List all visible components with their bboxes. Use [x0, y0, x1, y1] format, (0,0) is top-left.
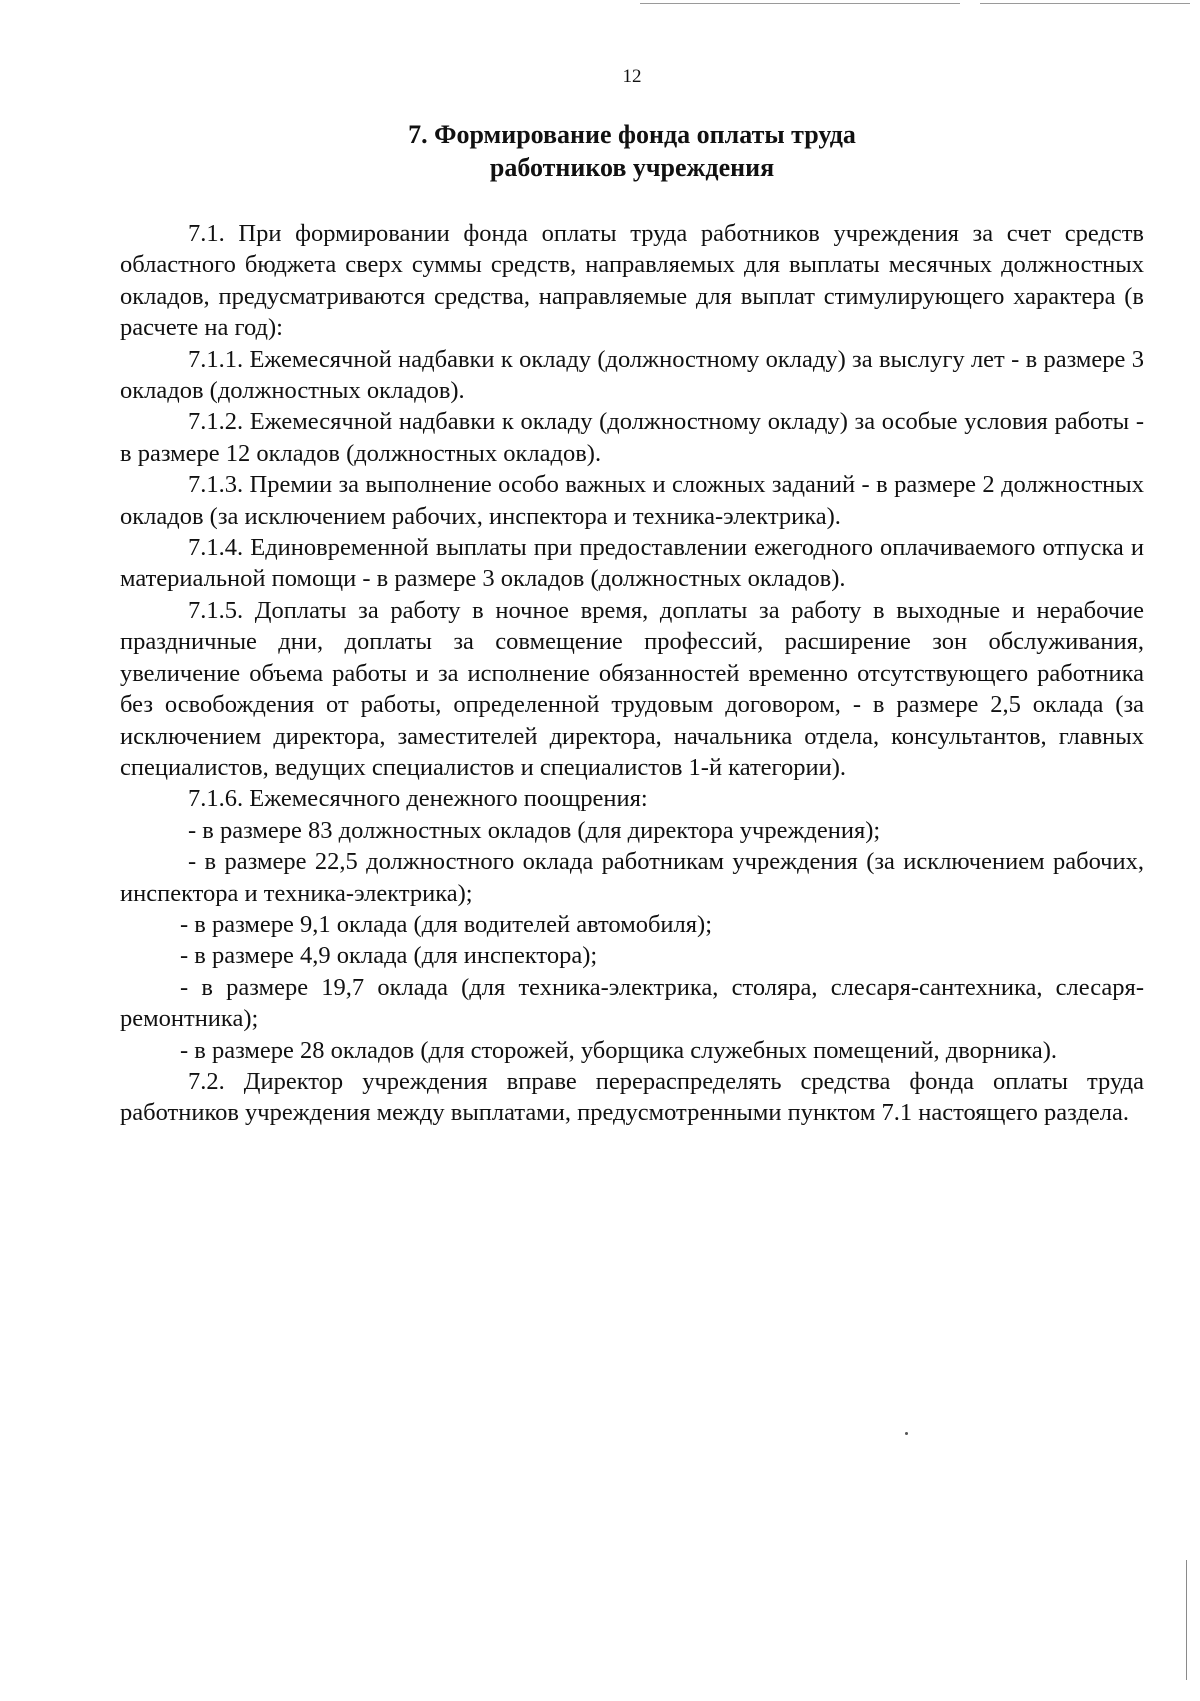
list-item-drivers: - в размере 9,1 оклада (для водителей автомобиля);: [180, 910, 713, 938]
list-item-technicians: - в размере 19,7 оклада (для техника-электрика, столяра, слесаря-сантехника, слесаря-ремонтника);: [120, 973, 1144, 1033]
section-title-line: 7. Формирование фонда оплаты труда: [408, 120, 856, 149]
list-item-inspector: - в размере 4,9 оклада (для инспектора);: [180, 942, 598, 970]
scan-artifact-dot: [905, 1432, 908, 1435]
list-item-employees: - в размере 22,5 должностного оклада работникам учреждения (за исключением рабочих, инспектора и техника-электрика);: [120, 848, 1144, 907]
paragraph-7-2: 7.2. Директор учреждения вправе перераспределять средства фонда оплаты труда работников учреждения между выплатами, предусмотренными пунктом 7.1 настоящего раздела.: [120, 1067, 1144, 1127]
paragraph-7-1: 7.1. При формировании фонда оплаты труда работников учреждения за счет средств областного бюджета сверх суммы средств, направляемых для выплаты месячных должностных окладов, предусматриваются средства, направляемые для выплат стимулирующего характера (в расчете на год):: [120, 220, 1144, 342]
list-item-director: - в размере 83 должностных окладов (для директора учреждения);: [188, 816, 881, 844]
paragraph-7-1-1: 7.1.1. Ежемесячной надбавки к окладу (должностному окладу) за выслугу лет - в размере 3 окладов (должностных окладов).: [120, 345, 1144, 405]
scan-artifact-line: [980, 3, 1190, 4]
page-number: 12: [622, 66, 642, 87]
paragraph-7-1-2: 7.1.2. Ежемесячной надбавки к окладу (должностному окладу) за особые условия работы - в размере 12 окладов (должностных окладов).: [120, 408, 1144, 467]
paragraph-7-1-4: 7.1.4. Единовременной выплаты при предоставлении ежегодного оплачиваемого отпуска и материальной помощи - в размере 3 окладов (должностных окладов).: [120, 534, 1144, 593]
scan-artifact-edge: [1186, 1560, 1187, 1680]
section-title: [0, 118, 1200, 184]
paragraph-7-1-5: 7.1.5. Доплаты за работу в ночное время, доплаты за работу в выходные и нерабочие праздничные дни, доплаты за совмещение профессий, расширение зон обслуживания, увеличение объема работы и за исполнение обязанностей временно отсутствующего работника без освобождения от работы, определенной трудовым договором, - в размере 2,5 оклада (за исключением директора, заместителей директора, начальника отдела, консультантов, главных специалистов, ведущих специалистов и специалистов 1-й категории).: [120, 596, 1144, 781]
scan-artifact-line: [640, 3, 960, 4]
section-title-line: работников учреждения: [489, 153, 775, 182]
paragraph-7-1-3: 7.1.3. Премии за выполнение особо важных и сложных заданий - в размере 2 должностных окладов (за исключением рабочих, инспектора и техника-электрика).: [120, 471, 1144, 530]
paragraph-7-1-6: 7.1.6. Ежемесячного денежного поощрения:: [188, 785, 648, 813]
list-item-watchmen: - в размере 28 окладов (для сторожей, уборщика служебных помещений, дворника).: [180, 1036, 1058, 1064]
document-body: [120, 218, 1144, 1129]
